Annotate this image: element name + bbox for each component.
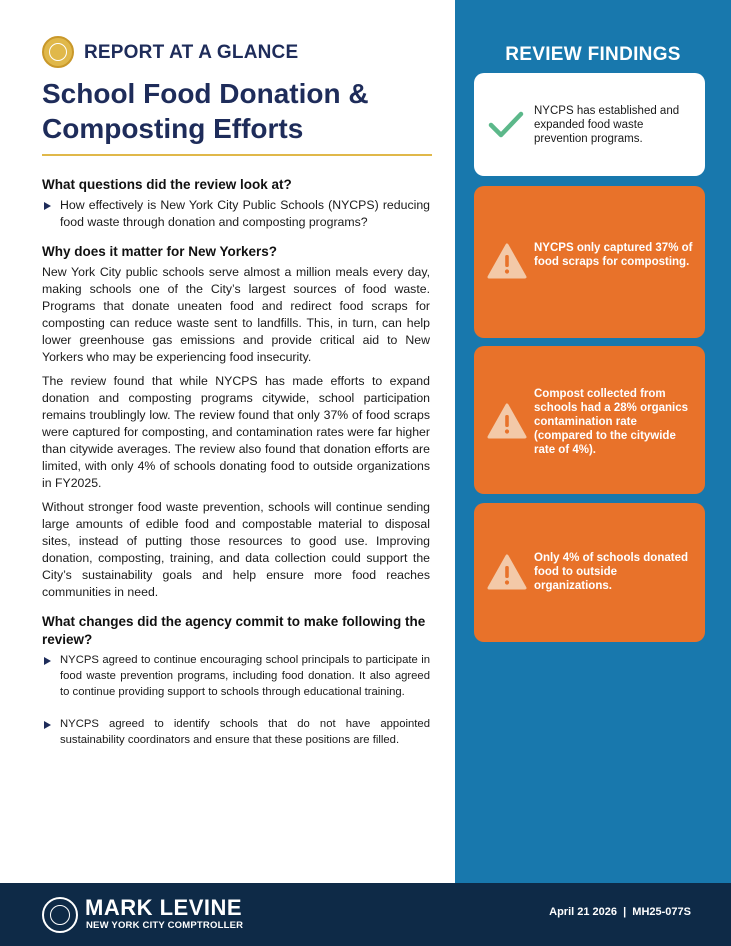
- changes-heading: What changes did the agency commit to make following the review?: [42, 614, 426, 647]
- finding-card-positive: [474, 73, 705, 176]
- report-date-id: April 21 2026 | MH25-077S: [549, 906, 691, 918]
- title-divider: [42, 154, 432, 156]
- finding-text: NYCPS only captured 37% of food scraps for composting.: [534, 242, 693, 268]
- warning-icon: [486, 553, 528, 591]
- report-body: [42, 176, 430, 748]
- finding-text: NYCPS has established and expanded food waste prevention programs.: [534, 105, 680, 145]
- list-item: [42, 716, 430, 748]
- findings-title: REVIEW FINDINGS: [505, 44, 681, 65]
- bullet-arrow-icon: [44, 721, 51, 729]
- check-icon: [488, 111, 524, 139]
- report-eyebrow: REPORT AT A GLANCE: [84, 42, 299, 63]
- questions-bullet-text: How effectively is New York City Public Schools (NYCPS) reducing food waste through donation and composting programs?: [60, 198, 430, 229]
- matter-heading: Why does it matter for New Yorkers?: [42, 244, 278, 259]
- bullet-arrow-icon: [44, 657, 51, 665]
- matter-paragraph-3: Without stronger food waste prevention, schools will continue sending large amounts of edible food and compostable material to disposal sites, instead of putting those resources to good use. Improving donation, composting, training, and data collection could support the City’s sustainability goals and help ensure more food reaches communities in need.: [42, 500, 430, 599]
- bullet-arrow-icon: [44, 202, 51, 210]
- matter-paragraph-1: New York City public schools serve almost a million meals every day, making schools one of the City’s largest sources of food waste. Programs that donate uneaten food and redirect food scraps for composting can reduce waste sent to landfills. This, in turn, can help lower greenhouse gas emissions and provide critical aid to New Yorkers who may be experiencing food insecurity.: [42, 265, 430, 364]
- finding-card-warning: [474, 346, 705, 494]
- comptroller-office: NEW YORK CITY COMPTROLLER: [86, 920, 244, 931]
- list-item: [42, 652, 430, 700]
- matter-section: [42, 243, 430, 601]
- comptroller-seal-icon: [42, 897, 78, 933]
- questions-section: [42, 176, 430, 231]
- finding-card-warning: [474, 186, 705, 338]
- page-title: School Food Donation & Composting Efforts: [42, 78, 369, 144]
- changes-bullet-2-text: NYCPS agreed to identify schools that do not have appointed sustainability coordinators and ensure that these positions are filled.: [60, 718, 430, 746]
- finding-text: Compost collected from schools had a 28% organics contamination rate (compared to the citywide rate of 4%).: [534, 388, 689, 456]
- comptroller-name: MARK LEVINE: [85, 895, 243, 920]
- questions-heading: What questions did the review look at?: [42, 177, 292, 192]
- finding-card-warning: [474, 503, 705, 642]
- warning-icon: [486, 402, 528, 440]
- city-seal-icon: [42, 36, 74, 68]
- finding-text: Only 4% of schools donated food to outside organizations.: [534, 552, 688, 592]
- changes-section: [42, 613, 430, 748]
- warning-icon: [486, 242, 528, 280]
- changes-bullet-1-text: NYCPS agreed to continue encouraging school principals to participate in food waste prevention programs, including food donation. It also agreed to continue providing support to schools through educational training.: [60, 654, 430, 698]
- matter-paragraph-2: The review found that while NYCPS has made efforts to expand donation and composting programs citywide, school participation remains troublingly low. The review found that only 37% of food scraps were captured for composting, and contamination rates were far higher than citywide averages. The review also found that donation efforts are limited, with only 4% of schools donating food to outside organizations in FY2025.: [42, 374, 430, 490]
- list-item: [42, 197, 430, 231]
